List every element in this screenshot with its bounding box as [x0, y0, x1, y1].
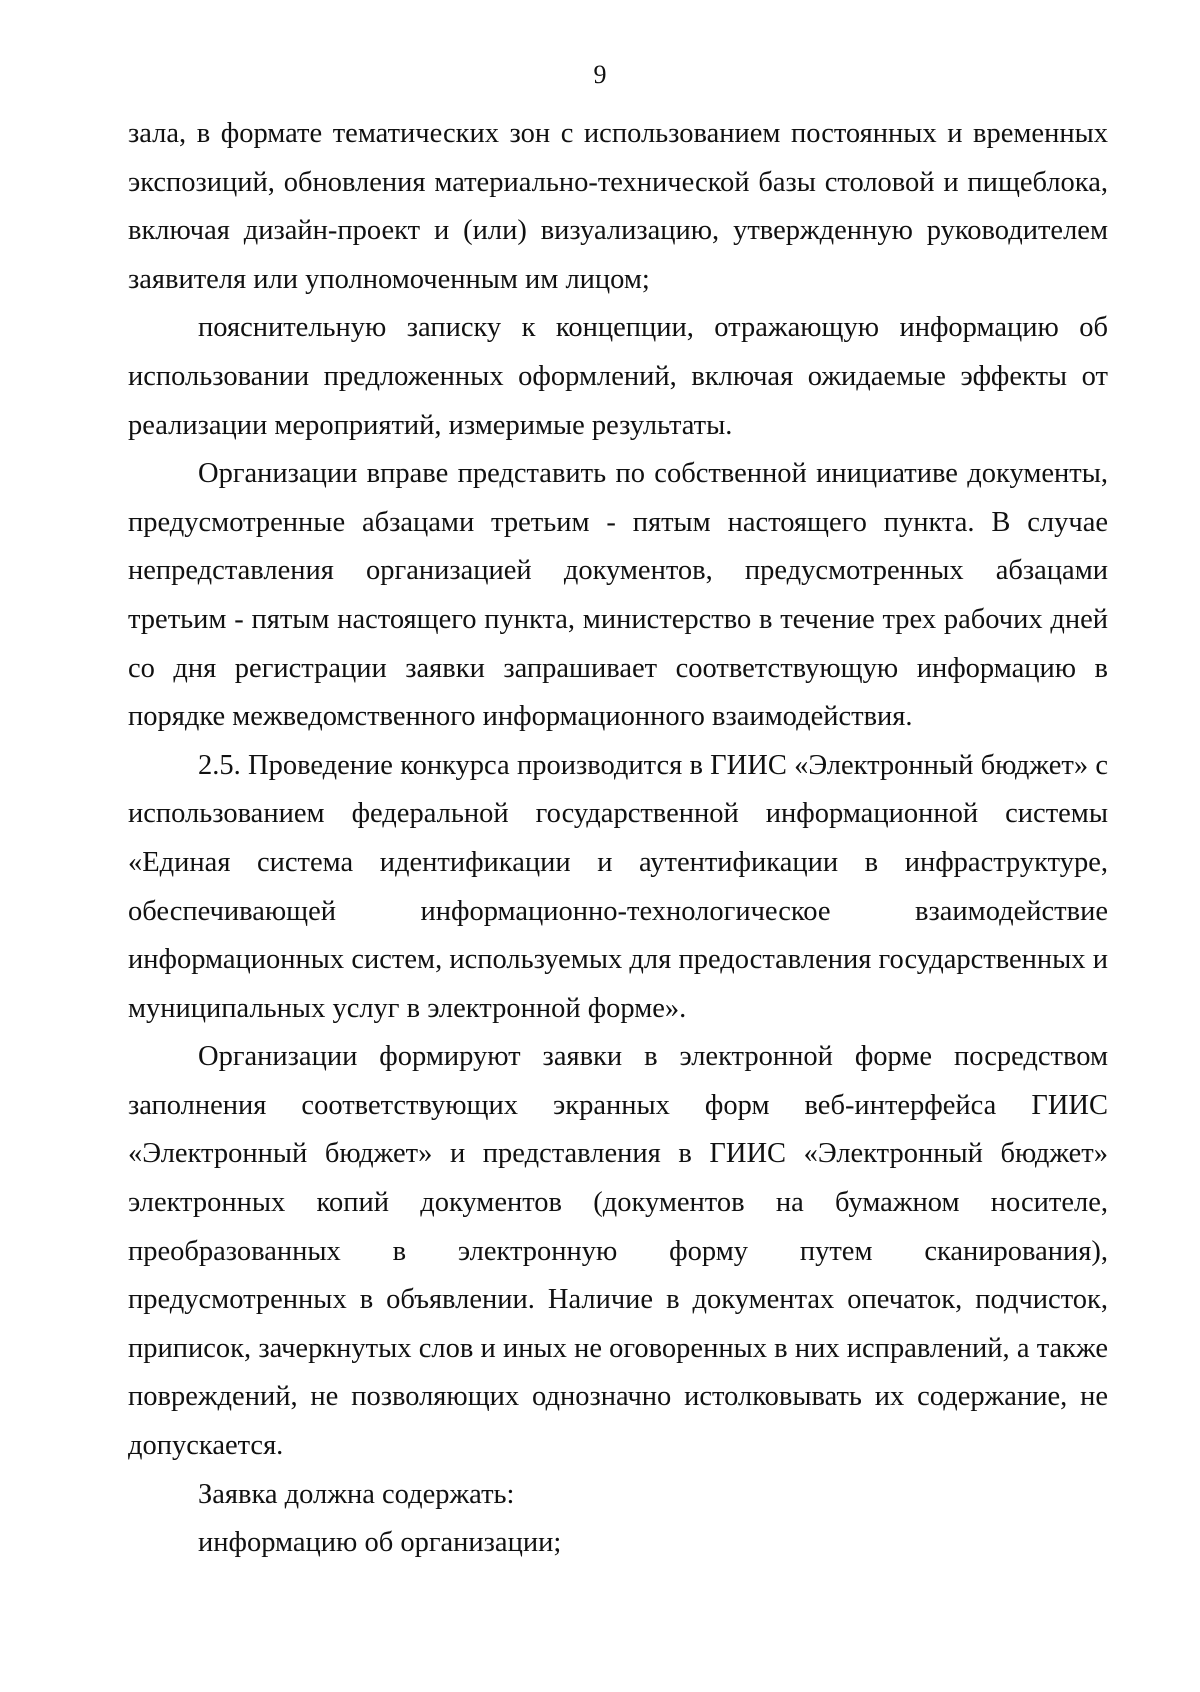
- paragraph-continuation: зала, в формате тематических зон с использованием постоянных и временных экспозиций, обновления материально-технической базы столовой и пищеблока, включая дизайн-проект и (или) визуализацию, утвержденную руководителем заявителя или уполномоченным им лицом;: [128, 118, 1108, 295]
- page-number: 9: [593, 60, 607, 89]
- paragraph-section-2-5: 2.5. Проведение конкурса производится в ГИИС «Электронный бюджет» с использованием федеральной государственной информационной системы «Единая система идентификации и аутентификации в инфраструктуре, обеспечивающей информационно-технологическое взаимодействие информационных систем, используемых для предоставления государственных и муниципальных услуг в электронной форме».: [128, 749, 1108, 1024]
- paragraph-optional-documents: Организации вправе представить по собственной инициативе документы, предусмотренные абзацами третьим - пятым настоящего пункта. В случае непредставления организацией документов, предусмотренных абзацами третьим - пятым настоящего пункта, министерство в течение трех рабочих дней со дня регистрации заявки запрашивает соответствующую информацию в порядке межведомственного информационного взаимодействия.: [128, 458, 1108, 733]
- paragraph-explanatory-note: пояснительную записку к концепции, отражающую информацию об использовании предложенных оформлений, включая ожидаемые эффекты от реализации мероприятий, измеримые результаты.: [128, 312, 1108, 441]
- document-body: [128, 110, 1108, 1568]
- paragraph-application-forms: Организации формируют заявки в электронной форме посредством заполнения соответствующих экранных форм веб-интерфейса ГИИС «Электронный бюджет» и представления в ГИИС «Электронный бюджет» электронных копий документов (документов на бумажном носителе, преобразованных в электронную форму путем сканирования), предусмотренных в объявлении. Наличие в документах опечаток, подчисток, приписок, зачеркнутых слов и иных не оговоренных в них исправлений, а также повреждений, не позволяющих однозначно истолковывать их содержание, не допускается.: [128, 1041, 1108, 1462]
- paragraph-organization-info: информацию об организации;: [198, 1527, 562, 1559]
- paragraph-application-contents: Заявка должна содержать:: [198, 1478, 515, 1510]
